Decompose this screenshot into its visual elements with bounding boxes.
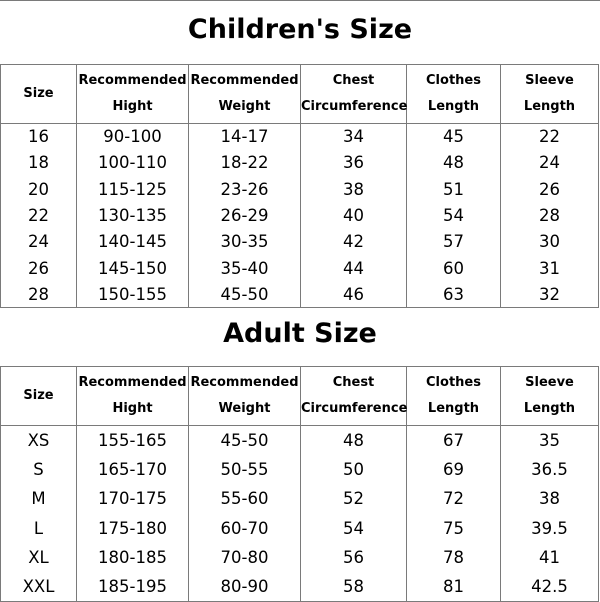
table-cell: S	[1, 455, 77, 484]
table-cell: 175-180	[77, 513, 189, 542]
table-cell: 24	[501, 150, 599, 176]
table-cell: 54	[407, 202, 501, 228]
table-cell: 60	[407, 255, 501, 281]
table-row	[1, 572, 599, 601]
table-row	[1, 484, 599, 513]
table-cell: 41	[501, 543, 599, 572]
table-cell: 45	[407, 124, 501, 150]
header-recommended-hight	[77, 65, 189, 124]
table-cell: 72	[407, 484, 501, 513]
table-cell: 81	[407, 572, 501, 601]
adult-header-row	[1, 367, 599, 426]
table-cell: 35-40	[189, 255, 301, 281]
table-cell: 24	[1, 229, 77, 255]
table-cell: 180-185	[77, 543, 189, 572]
header-size	[1, 65, 77, 124]
table-cell: 36.5	[501, 455, 599, 484]
table-cell: 48	[301, 426, 407, 455]
table-cell: 14-17	[189, 124, 301, 150]
header-sleeve-length	[501, 65, 599, 124]
table-cell: 46	[301, 281, 407, 307]
table-cell: 58	[301, 572, 407, 601]
table-row	[1, 281, 599, 307]
table-cell: 28	[1, 281, 77, 307]
table-cell: 63	[407, 281, 501, 307]
table-cell: 22	[1, 202, 77, 228]
table-cell: XS	[1, 426, 77, 455]
table-cell: 23-26	[189, 176, 301, 202]
table-cell: 145-150	[77, 255, 189, 281]
table-cell: M	[1, 484, 77, 513]
table-cell: 50-55	[189, 455, 301, 484]
header-line: Length	[523, 401, 576, 416]
adult-table-body	[1, 426, 599, 602]
header-line: Clothes	[426, 375, 481, 390]
table-row	[1, 543, 599, 572]
table-cell: 54	[301, 513, 407, 542]
table-cell: 26-29	[189, 202, 301, 228]
table-cell: 170-175	[77, 484, 189, 513]
table-row	[1, 150, 599, 176]
table-row	[1, 176, 599, 202]
table-cell: 40	[301, 202, 407, 228]
header-line: Recommended	[78, 375, 187, 390]
children-section-title-wrap	[0, 16, 600, 43]
table-cell: XXL	[1, 572, 77, 601]
header-line: Length	[427, 401, 480, 416]
table-cell: 16	[1, 124, 77, 150]
children-header-row	[1, 65, 599, 124]
table-cell: 56	[301, 543, 407, 572]
header-line: Length	[523, 99, 576, 114]
header-line: Recommended	[190, 375, 299, 390]
header-sleeve-length	[501, 367, 599, 426]
top-border	[0, 0, 600, 1]
table-cell: 28	[501, 202, 599, 228]
header-chest-circumference	[301, 367, 407, 426]
table-cell: 185-195	[77, 572, 189, 601]
children-size-title: Children's Size	[187, 14, 413, 45]
table-cell: 38	[301, 176, 407, 202]
adult-size-title: Adult Size	[223, 318, 377, 349]
header-size	[1, 367, 77, 426]
children-size-table	[0, 64, 599, 308]
header-chest-circumference	[301, 65, 407, 124]
table-cell: 57	[407, 229, 501, 255]
header-line: Hight	[112, 401, 153, 416]
table-cell: 20	[1, 176, 77, 202]
header-line: Length	[427, 99, 480, 114]
table-cell: 22	[501, 124, 599, 150]
table-cell: 78	[407, 543, 501, 572]
table-cell: 36	[301, 150, 407, 176]
table-cell: 48	[407, 150, 501, 176]
header-line: Recommended	[78, 73, 187, 88]
table-cell: 38	[501, 484, 599, 513]
table-cell: 155-165	[77, 426, 189, 455]
table-row	[1, 229, 599, 255]
table-cell: 51	[407, 176, 501, 202]
header-line: Clothes	[426, 73, 481, 88]
table-cell: 55-60	[189, 484, 301, 513]
table-cell: 42	[301, 229, 407, 255]
table-row	[1, 202, 599, 228]
table-cell: 140-145	[77, 229, 189, 255]
table-cell: 30-35	[189, 229, 301, 255]
table-cell: 30	[501, 229, 599, 255]
table-cell: 165-170	[77, 455, 189, 484]
table-row	[1, 455, 599, 484]
header-line: Size	[23, 388, 54, 403]
table-cell: 26	[501, 176, 599, 202]
table-cell: 60-70	[189, 513, 301, 542]
table-cell: 100-110	[77, 150, 189, 176]
table-cell: 31	[501, 255, 599, 281]
header-line: Circumference	[301, 401, 408, 416]
header-clothes-length	[407, 367, 501, 426]
table-cell: 80-90	[189, 572, 301, 601]
table-cell: 18	[1, 150, 77, 176]
header-line: Sleeve	[525, 375, 574, 390]
table-row	[1, 513, 599, 542]
table-cell: 26	[1, 255, 77, 281]
header-line: Recommended	[190, 73, 299, 88]
table-cell: 42.5	[501, 572, 599, 601]
table-cell: 32	[501, 281, 599, 307]
header-line: Hight	[112, 99, 153, 114]
table-cell: 52	[301, 484, 407, 513]
table-row	[1, 124, 599, 150]
table-cell: 45-50	[189, 281, 301, 307]
header-line: Circumference	[301, 99, 408, 114]
table-cell: 75	[407, 513, 501, 542]
header-recommended-weight	[189, 367, 301, 426]
header-line: Weight	[218, 99, 271, 114]
header-recommended-weight	[189, 65, 301, 124]
table-cell: 45-50	[189, 426, 301, 455]
table-cell: 67	[407, 426, 501, 455]
table-cell: 50	[301, 455, 407, 484]
children-table-body	[1, 124, 599, 308]
table-cell: 18-22	[189, 150, 301, 176]
adult-section-title-wrap	[0, 320, 600, 347]
header-line: Chest	[332, 375, 375, 390]
adult-size-table	[0, 366, 599, 602]
header-line: Size	[23, 86, 54, 101]
table-cell: XL	[1, 543, 77, 572]
table-cell: 44	[301, 255, 407, 281]
header-line: Weight	[218, 401, 271, 416]
table-cell: 39.5	[501, 513, 599, 542]
table-cell: 35	[501, 426, 599, 455]
header-recommended-hight	[77, 367, 189, 426]
table-cell: 130-135	[77, 202, 189, 228]
header-line: Chest	[332, 73, 375, 88]
table-cell: 69	[407, 455, 501, 484]
table-cell: 70-80	[189, 543, 301, 572]
table-cell: 34	[301, 124, 407, 150]
header-clothes-length	[407, 65, 501, 124]
table-row	[1, 426, 599, 455]
table-cell: 90-100	[77, 124, 189, 150]
table-cell: 115-125	[77, 176, 189, 202]
table-row	[1, 255, 599, 281]
header-line: Sleeve	[525, 73, 574, 88]
table-cell: L	[1, 513, 77, 542]
table-cell: 150-155	[77, 281, 189, 307]
